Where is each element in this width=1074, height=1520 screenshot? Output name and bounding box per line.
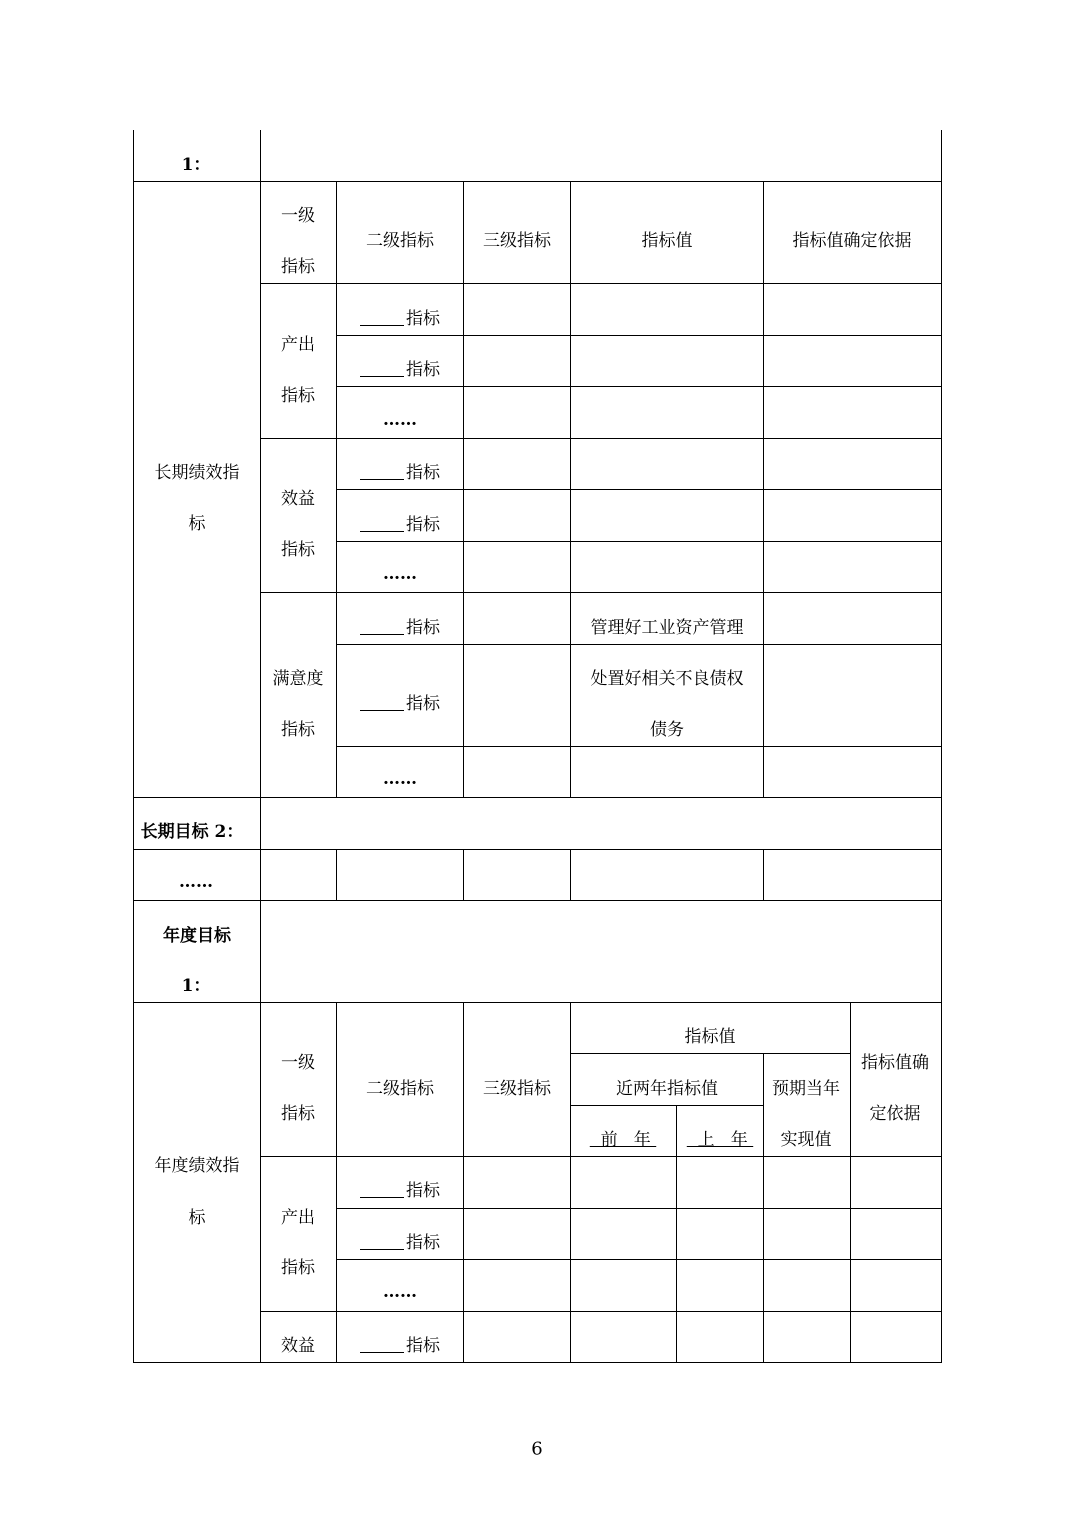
grid-line xyxy=(336,644,942,645)
annual-label-line1: 年度绩效指 xyxy=(154,1156,240,1176)
grid-line xyxy=(336,1259,942,1260)
grid-line xyxy=(570,181,571,798)
annual-header-recent: 近两年指标值 xyxy=(616,1079,718,1099)
output-label-line2: 指标 xyxy=(281,386,315,406)
grid-line xyxy=(763,849,764,901)
ellipsis-row: …… xyxy=(179,872,213,892)
grid-line xyxy=(133,900,942,901)
satisfaction-value-2-line2: 债务 xyxy=(650,720,684,740)
annual-goal-label: 年度目标 xyxy=(163,926,231,946)
grid-line xyxy=(260,592,942,593)
grid-line xyxy=(336,181,337,798)
annual-label-line2: 标 xyxy=(188,1208,206,1228)
grid-line xyxy=(336,335,942,336)
indicator-row: 指标 xyxy=(360,514,440,536)
benefit-label-line2: 指标 xyxy=(281,540,315,560)
indicator-row: 指标 xyxy=(360,1232,440,1254)
annual-header-level2: 二级指标 xyxy=(366,1079,434,1099)
annual-header-expected-line1: 预期当年 xyxy=(772,1079,840,1099)
grid-line xyxy=(260,1311,942,1312)
annual-header-last-year: 上 年 xyxy=(686,1130,754,1150)
long-term-label-line1: 长期绩效指 xyxy=(154,463,240,483)
grid-line xyxy=(260,1156,942,1157)
annual-header-level3: 三级指标 xyxy=(483,1079,551,1099)
header-level1-line1: 一级 xyxy=(281,206,315,226)
grid-line xyxy=(463,1002,464,1363)
annual-header-basis-line1: 指标值确 xyxy=(861,1053,929,1073)
ellipsis-row: …… xyxy=(383,410,417,430)
grid-line xyxy=(133,797,942,798)
indicator-row: 指标 xyxy=(360,462,440,484)
annual-output-label-line2: 指标 xyxy=(281,1258,315,1278)
indicator-row: 指标 xyxy=(360,308,440,330)
indicator-row: 指标 xyxy=(360,1335,440,1357)
grid-line xyxy=(336,746,942,747)
benefit-label-line1: 效益 xyxy=(281,489,315,509)
satisfaction-value-1: 管理好工业资产管理 xyxy=(590,618,744,638)
grid-line xyxy=(336,1208,942,1209)
page-number: 6 xyxy=(531,1438,543,1460)
satisfaction-label-line1: 满意度 xyxy=(272,669,324,689)
ellipsis-row: …… xyxy=(383,1282,417,1302)
header-level3: 三级指标 xyxy=(483,231,551,251)
header-level2: 二级指标 xyxy=(366,231,434,251)
header-value: 指标值 xyxy=(641,231,693,251)
header-level1-line2: 指标 xyxy=(281,257,315,277)
annual-header-value: 指标值 xyxy=(684,1027,736,1047)
grid-line xyxy=(763,181,764,798)
grid-line xyxy=(850,1002,851,1363)
grid-line xyxy=(336,1002,337,1363)
grid-line xyxy=(260,438,942,439)
grid-line xyxy=(336,489,942,490)
annual-output-label-line1: 产出 xyxy=(281,1208,315,1228)
long-term-goal1-tail: 1： xyxy=(181,155,211,175)
grid-line xyxy=(260,130,261,1363)
grid-line xyxy=(336,541,942,542)
grid-line xyxy=(570,1105,764,1106)
grid-line xyxy=(133,1002,942,1003)
ellipsis-row: …… xyxy=(383,564,417,584)
grid-line xyxy=(463,181,464,798)
long-term-goal2: 长期目标 2： xyxy=(140,822,244,842)
table-border-bottom xyxy=(133,1362,942,1363)
indicator-row: 指标 xyxy=(360,617,440,639)
indicator-row: 指标 xyxy=(360,693,440,715)
grid-line xyxy=(336,849,337,901)
long-term-label-line2: 标 xyxy=(188,514,206,534)
indicator-row: 指标 xyxy=(360,1180,440,1202)
annual-header-expected-line2: 实现值 xyxy=(780,1130,832,1150)
grid-line xyxy=(676,1105,677,1363)
grid-line xyxy=(763,1053,764,1363)
annual-benefit-label: 效益 xyxy=(281,1336,315,1356)
grid-line xyxy=(336,386,942,387)
grid-line xyxy=(570,849,571,901)
grid-line xyxy=(260,283,942,284)
satisfaction-value-2-line1: 处置好相关不良债权 xyxy=(590,669,744,689)
grid-line xyxy=(133,181,942,182)
ellipsis-row: …… xyxy=(383,769,417,789)
header-basis: 指标值确定依据 xyxy=(792,231,912,251)
grid-line xyxy=(570,1053,850,1054)
grid-line xyxy=(570,1002,571,1363)
satisfaction-label-line2: 指标 xyxy=(281,720,315,740)
indicator-row: 指标 xyxy=(360,359,440,381)
grid-line xyxy=(133,849,942,850)
annual-header-level1-line2: 指标 xyxy=(281,1104,315,1124)
grid-line xyxy=(463,849,464,901)
annual-header-prev-year: 前 年 xyxy=(589,1130,657,1150)
annual-header-basis-line2: 定依据 xyxy=(869,1104,921,1124)
table-border-left xyxy=(133,130,134,1363)
annual-goal-num: 1： xyxy=(181,976,211,996)
output-label-line1: 产出 xyxy=(281,335,315,355)
annual-header-level1-line1: 一级 xyxy=(281,1053,315,1073)
